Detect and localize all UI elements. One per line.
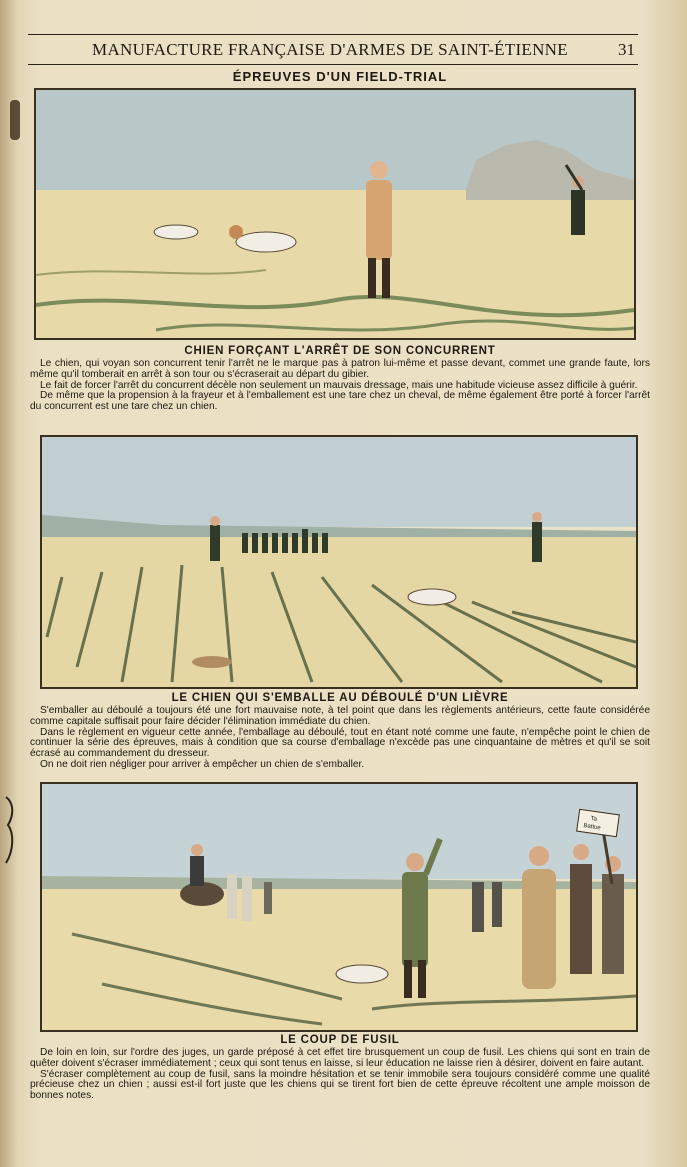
ink-stain — [10, 100, 20, 140]
sign-line-1: Ta — [590, 815, 598, 823]
article-title: ÉPREUVES D'UN FIELD-TRIAL — [232, 69, 448, 84]
illustration-hare-chase — [40, 435, 638, 689]
sign-line-2: Battue — [583, 823, 602, 832]
caption-3: LE COUP DE FUSIL — [280, 1034, 400, 1046]
header-bottom-rule — [28, 64, 638, 65]
text-block-1 — [30, 359, 650, 413]
page-number: 31 — [618, 40, 635, 59]
header-top-rule — [28, 34, 638, 35]
paragraph: Le fait de forcer l'arrêt du concurrent décèle non seulement un mauvais dressage, mais une habitude vicieuse assez difficile à guérir. — [40, 379, 638, 391]
illustration-forcing-point — [34, 88, 636, 340]
paragraph: On ne doit rien négliger pour arriver à empêcher un chien de s'emballer. — [40, 758, 365, 770]
paragraph: S'emballer au déboulé a toujours été une fort mauvaise note, à tel point que dans les règlements antérieurs, cette faute considérée comme capitale suffisait pour faire décider l'élimination immédiate du chien. — [30, 705, 650, 727]
paragraph: Le chien, qui voyan son concurrent tenir l'arrêt ne le marque pas à patron lui-même et passe devant, commet une grande faute, lors même qu'il tomberait en arrêt à son tour ou s'écraserait au départ du gibier. — [30, 358, 650, 380]
paragraph: Dans le règlement en vigueur cette année, l'emballage au déboulé, tout en étant noté comme une faute, n'empêche point le chien de continuer la série des épreuves, mais à condition que sa course d'emballage n'excède pas une cinquantaine de mètres et qu'il se soit écrasé au commandement du dresseur. — [30, 726, 650, 760]
paragraph: De loin en loin, sur l'ordre des juges, un garde préposé à cet effet tire brusquement un coup de fusil. Les chiens qui sont en train de quêter doivent s'écraser immédiatement ; ceux qui sont tenus en laisse, si leur éducation ne laisse rien à désirer, doivent en faire autant. — [30, 1047, 650, 1069]
illustration-gunshot — [40, 782, 638, 1032]
running-title: MANUFACTURE FRANÇAISE D'ARMES DE SAINT-ÉTIENNE — [92, 40, 568, 59]
paragraph: De même que la propension à la frayeur et à l'emballement est une tare chez un cheval, de même également être porté à forcer l'arrêt du concurrent est une tare chez un chien. — [30, 390, 650, 413]
margin-bracket-mark — [4, 795, 16, 865]
caption-2: LE CHIEN QUI S'EMBALLE AU DÉBOULÉ D'UN LIÈVRE — [171, 692, 509, 704]
text-block-2 — [30, 706, 650, 771]
caption-1: CHIEN FORÇANT L'ARRÊT DE SON CONCURRENT — [184, 345, 496, 357]
text-block-3 — [30, 1048, 650, 1102]
paragraph: S'écraser complètement au coup de fusil, sans la moindre hésitation et se tenir immobile sera toujours considéré comme une qualité précieuse chez un chien ; aussi est-il fort juste que les chiens qui se tirent fort bien de cette épreuve récoltent une ample moisson de bonnes notes. — [30, 1068, 650, 1102]
